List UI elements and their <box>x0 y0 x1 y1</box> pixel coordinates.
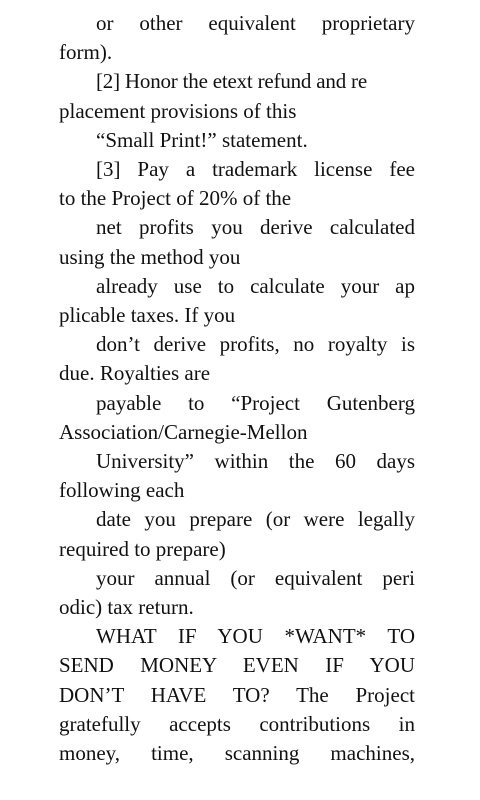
text-line: money, time, scanning machines, <box>59 741 415 766</box>
text-line: Association/Carnegie-Mellon <box>59 419 308 444</box>
text-line: plicable taxes. If you <box>59 303 236 328</box>
text-line: required to prepare) <box>59 536 226 561</box>
text-line: payable to “Project Gutenberg <box>96 390 415 415</box>
text-line: date you prepare (or were legally <box>96 507 415 532</box>
text-line: using the method you <box>59 244 241 269</box>
text-line: [3] Pay a trademark license fee <box>96 157 415 182</box>
text-line: gratefully accepts contributions in <box>59 711 415 736</box>
text-line: University” within the 60 days <box>96 449 415 474</box>
text-line: due. Royalties are <box>59 361 211 386</box>
text-line: your annual (or equivalent peri <box>96 565 415 590</box>
text-line: WHAT IF YOU *WANT* TO <box>96 624 415 649</box>
text-line: odic) tax return. <box>59 595 194 620</box>
text-line: following each <box>59 478 185 503</box>
text-line: placement provisions of this <box>59 98 297 123</box>
text-line: or other equivalent proprietary <box>96 11 415 35</box>
text-line: SEND MONEY EVEN IF YOU <box>59 653 415 678</box>
text-line: [2] Honor the etext refund and re <box>96 69 367 94</box>
text-line: net profits you derive calculated <box>96 215 415 240</box>
text-line: form). <box>59 40 113 65</box>
text-line: already use to calculate your ap <box>96 273 415 298</box>
text-line: to the Project of 20% of the <box>59 186 292 211</box>
text-line: DON’T HAVE TO? The Project <box>59 682 415 707</box>
text-line: “Small Print!” statement. <box>96 127 308 152</box>
document-page <box>59 9 415 768</box>
text-line: don’t derive profits, no royalty is <box>96 332 415 357</box>
